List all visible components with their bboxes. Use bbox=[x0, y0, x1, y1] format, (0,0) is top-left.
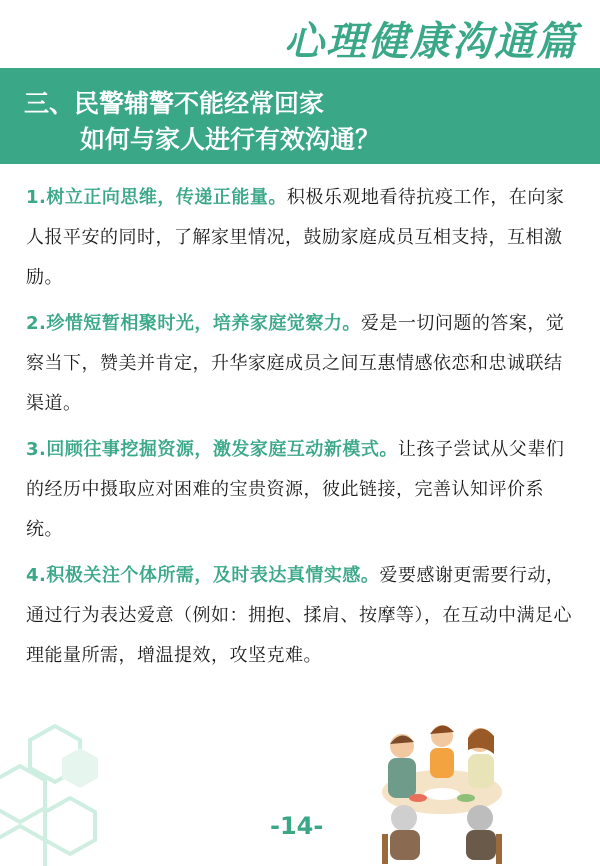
paragraph-1-body: 积极乐观地看待抗疫工作，在向家人报平安的同时，了解家里情况，鼓励家庭成员互相支持，互相激励。 bbox=[26, 187, 565, 288]
paragraph-4 bbox=[26, 556, 574, 676]
paragraph-4-heading: 4.积极关注个体所需，及时表达真情实感。 bbox=[26, 565, 380, 586]
page-title: 心理健康沟通篇 bbox=[284, 19, 578, 65]
family-dinner-illustration-icon bbox=[372, 714, 512, 866]
paragraph-2-heading: 2.珍惜短暂相聚时光，培养家庭觉察力。 bbox=[26, 313, 361, 334]
paragraph-3 bbox=[26, 430, 574, 550]
content-body bbox=[26, 178, 574, 682]
section-title-line1: 三、民警辅警不能经常回家 bbox=[24, 89, 325, 118]
paragraph-2-body: 爱是一切问题的答案，觉察当下，赞美并肯定，升华家庭成员之间互惠情感依恋和忠诚联结渠道。 bbox=[26, 313, 565, 414]
hexagon-pattern-icon bbox=[0, 720, 150, 866]
paragraph-3-body: 让孩子尝试从父辈们的经历中摄取应对困难的宝贵资源，彼此链接，完善认知评价系统。 bbox=[26, 439, 565, 540]
section-title-line2: 如何与家人进行有效沟通？ bbox=[80, 125, 381, 154]
paragraph-4-body: 爱要感谢更需要行动，通过行为表达爱意（例如：拥抱、揉肩、按摩等），在互动中满足心理能量所需，增温提效，攻坚克难。 bbox=[26, 565, 572, 666]
paragraph-1-heading: 1.树立正向思维，传递正能量。 bbox=[26, 187, 287, 208]
paragraph-3-heading: 3.回顾往事挖掘资源，激发家庭互动新模式。 bbox=[26, 439, 398, 460]
section-banner bbox=[0, 68, 600, 164]
page-number: -14- bbox=[270, 812, 324, 840]
paragraph-2 bbox=[26, 304, 574, 424]
paragraph-1 bbox=[26, 178, 574, 298]
